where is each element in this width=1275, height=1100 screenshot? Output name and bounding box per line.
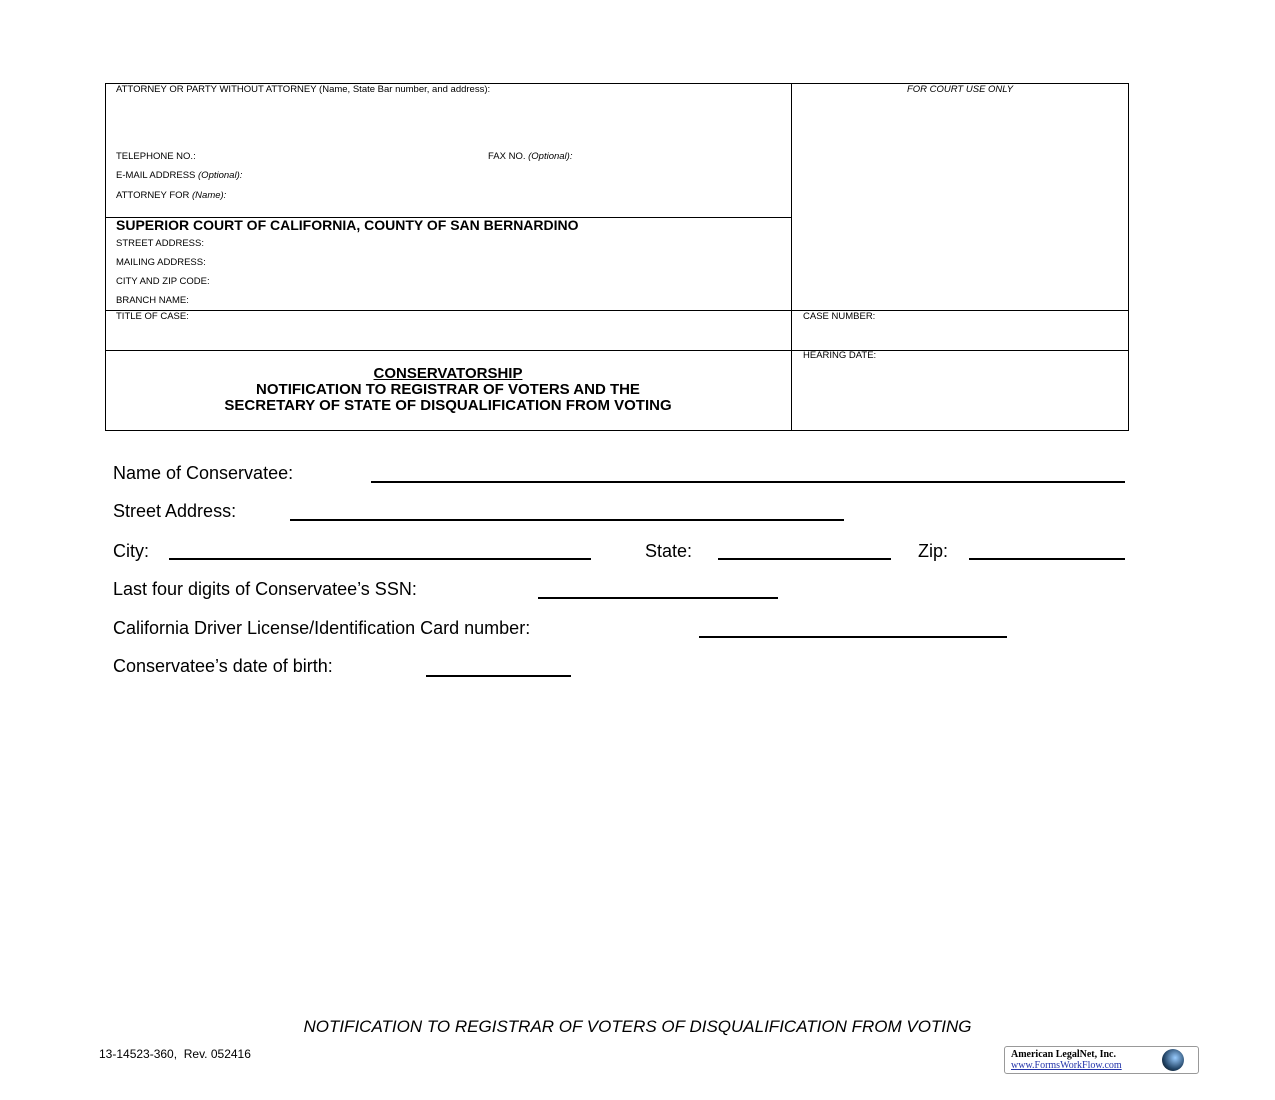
case-number-label: CASE NUMBER: bbox=[803, 311, 876, 322]
form-number: 13-14523-360, Rev. 052416 bbox=[99, 1047, 251, 1061]
footer-title bbox=[0, 1017, 1275, 1037]
title-of-case-label: TITLE OF CASE: bbox=[116, 311, 189, 322]
city-label: City: bbox=[113, 541, 149, 561]
doc-title-line3: SECRETARY OF STATE OF DISQUALIFICATION FROM VOTING bbox=[224, 397, 672, 414]
attorney-for-text: ATTORNEY FOR bbox=[116, 190, 190, 201]
mailing-address-label: MAILING ADDRESS: bbox=[116, 257, 206, 268]
name-input[interactable] bbox=[371, 481, 1125, 483]
divider bbox=[791, 83, 792, 431]
zip-input[interactable] bbox=[969, 558, 1125, 560]
divider bbox=[105, 310, 1129, 311]
footer-title-text: NOTIFICATION TO REGISTRAR OF VOTERS OF DISQUALIFICATION FROM VOTING bbox=[303, 1017, 972, 1036]
fax-label bbox=[488, 151, 572, 162]
doc-title-conservatorship: CONSERVATORSHIP bbox=[373, 365, 523, 382]
dob-input[interactable] bbox=[426, 675, 571, 677]
dl-input[interactable] bbox=[699, 636, 1007, 638]
logo-url[interactable]: www.FormsWorkFlow.com bbox=[1011, 1060, 1122, 1071]
telephone-label: TELEPHONE NO.: bbox=[116, 151, 196, 162]
court-name: SUPERIOR COURT OF CALIFORNIA, COUNTY OF SAN BERNARDINO bbox=[116, 217, 579, 233]
email-label bbox=[116, 170, 242, 181]
street-address-label: STREET ADDRESS: bbox=[116, 238, 204, 249]
street-input[interactable] bbox=[290, 519, 844, 521]
zip-label: Zip: bbox=[918, 541, 949, 561]
attorney-for-name: (Name): bbox=[192, 190, 227, 201]
fax-optional: (Optional): bbox=[528, 151, 573, 162]
divider bbox=[105, 350, 1129, 351]
globe-icon bbox=[1162, 1049, 1184, 1071]
city-zip-label: CITY AND ZIP CODE: bbox=[116, 276, 210, 287]
state-input[interactable] bbox=[718, 558, 891, 560]
city-input[interactable] bbox=[169, 558, 591, 560]
american-legalnet-logo[interactable] bbox=[1004, 1046, 1199, 1074]
court-use-label: FOR COURT USE ONLY bbox=[906, 84, 1014, 95]
email-optional: (Optional): bbox=[198, 170, 243, 181]
hearing-date-label: HEARING DATE: bbox=[803, 350, 877, 361]
dob-label: Conservatee’s date of birth: bbox=[113, 656, 333, 676]
dl-label: California Driver License/Identification Card number: bbox=[113, 618, 531, 638]
state-label: State: bbox=[645, 541, 693, 561]
ssn-input[interactable] bbox=[538, 597, 778, 599]
street-label: Street Address: bbox=[113, 501, 237, 521]
branch-name-label: BRANCH NAME: bbox=[116, 295, 189, 306]
name-label: Name of Conservatee: bbox=[113, 463, 294, 483]
email-text: E-MAIL ADDRESS bbox=[116, 170, 196, 181]
fax-text: FAX NO. bbox=[488, 151, 526, 162]
attorney-label: ATTORNEY OR PARTY WITHOUT ATTORNEY (Name, State Bar number, and address): bbox=[116, 84, 491, 95]
attorney-for-label bbox=[116, 190, 226, 201]
doc-title-line2: NOTIFICATION TO REGISTRAR OF VOTERS AND THE bbox=[256, 381, 640, 398]
ssn-label: Last four digits of Conservatee’s SSN: bbox=[113, 579, 417, 599]
logo-name: American LegalNet, Inc. bbox=[1011, 1049, 1116, 1060]
